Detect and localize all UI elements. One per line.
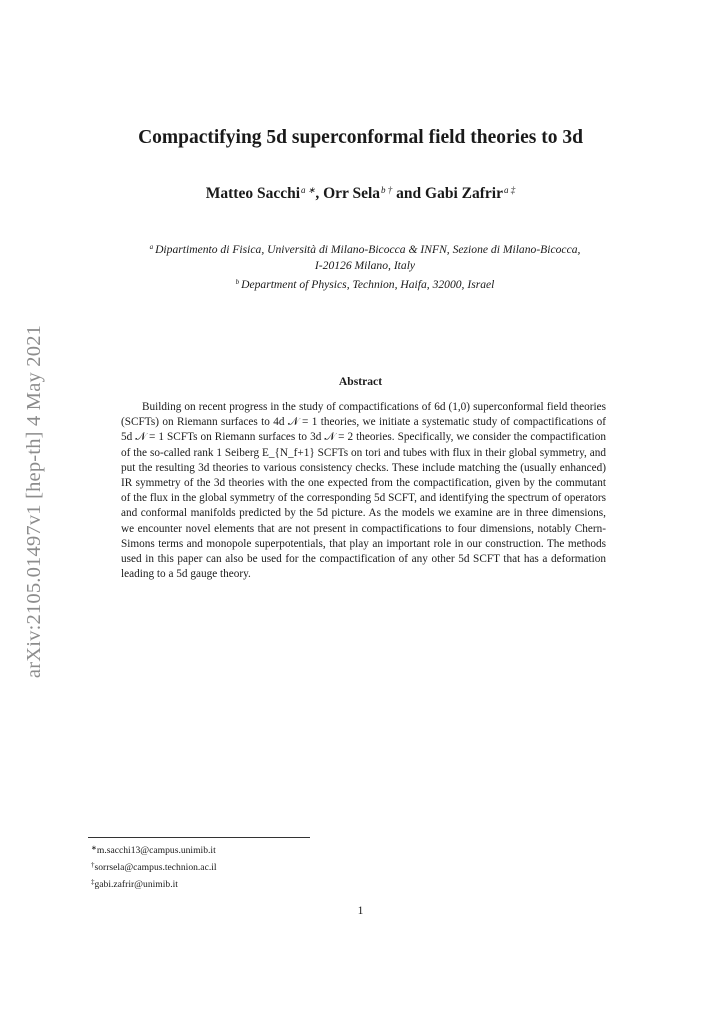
- footnote-email: sorrsela@campus.technion.ac.il: [94, 862, 217, 873]
- footnote-item: [91, 858, 217, 875]
- author-affiliation-mark: a ∗: [301, 185, 316, 195]
- footnote-divider: [88, 837, 310, 838]
- arxiv-identifier-text: arXiv:2105.01497v1 [hep-th] 4 May 2021: [23, 324, 46, 678]
- author-separator: and: [392, 185, 426, 202]
- footnote-item: [91, 875, 217, 892]
- abstract-body: Building on recent progress in the study of compactifications of 6d (1,0) superconformal field theories (SCFTs) on Riemann surfaces to 4d 𝒩 = 1 theories, we initiate a systematic study of compactifications of 5d 𝒩 = 1 SCFTs on Riemann surfaces to 3d 𝒩 = 2 theories. Specifically, we consider the compactification of the so-called rank 1 Seiberg E_{N_f+1} SCFTs on tori and tubes with flux in their global symmetry, and put the resulting 3d theories to various consistency checks. These include matching the (usually enhanced) IR symmetry of the 3d theories with the one expected from the compactification, given by the commutant of the flux in the global symmetry of the corresponding 5d SCFT, and identifying the spectrum of operators and conformal manifolds predicted by the 5d picture. As the models we examine are in three dimensions, we encounter novel elements that are not present in compactifications to four dimensions, notably Chern-Simons terms and monopole superpotentials, that play an important role in our construction. The methods used in this paper can also be used for the compactification of any other 5d SCFT that has a deformation leading to a 5d gauge theory.: [121, 401, 606, 581]
- footnote-email: m.sacchi13@campus.unimib.it: [96, 845, 216, 856]
- footnote-mark: ∗: [91, 844, 97, 852]
- footnote-email: gabi.zafrir@unimib.it: [94, 879, 178, 890]
- author-name: Gabi Zafrir: [425, 185, 503, 202]
- arxiv-identifier-stamp: [20, 316, 50, 686]
- author-separator: ,: [315, 185, 324, 202]
- page-number: 1: [357, 905, 364, 917]
- author-name: Matteo Sacchi: [205, 185, 301, 202]
- footnotes: [91, 841, 217, 892]
- author-name: Orr Sela: [323, 185, 381, 202]
- paper-title: Compactifying 5d superconformal field theories to 3d: [138, 127, 583, 148]
- author-list: [0, 185, 721, 203]
- affiliation-line: Dipartimento di Fisica, Università di Milano-Bicocca & INFN, Sezione di Milano-Bicocca,: [155, 243, 581, 256]
- abstract-heading: Abstract: [338, 375, 383, 388]
- footnote-item: [91, 841, 217, 858]
- author-affiliation-mark: a ‡: [503, 185, 516, 195]
- affiliation-line: I-20126 Milano, Italy: [314, 259, 416, 272]
- footnote-mark: ‡: [91, 878, 95, 886]
- affiliation-line: Department of Physics, Technion, Haifa, 32000, Israel: [241, 278, 495, 291]
- affiliation-b: [60, 274, 670, 293]
- author-affiliation-mark: b †: [381, 185, 393, 195]
- affiliation-a: [60, 239, 670, 274]
- footnote-mark: †: [91, 861, 95, 869]
- affiliation-mark: b: [235, 278, 240, 286]
- affiliation-mark: a: [149, 243, 154, 251]
